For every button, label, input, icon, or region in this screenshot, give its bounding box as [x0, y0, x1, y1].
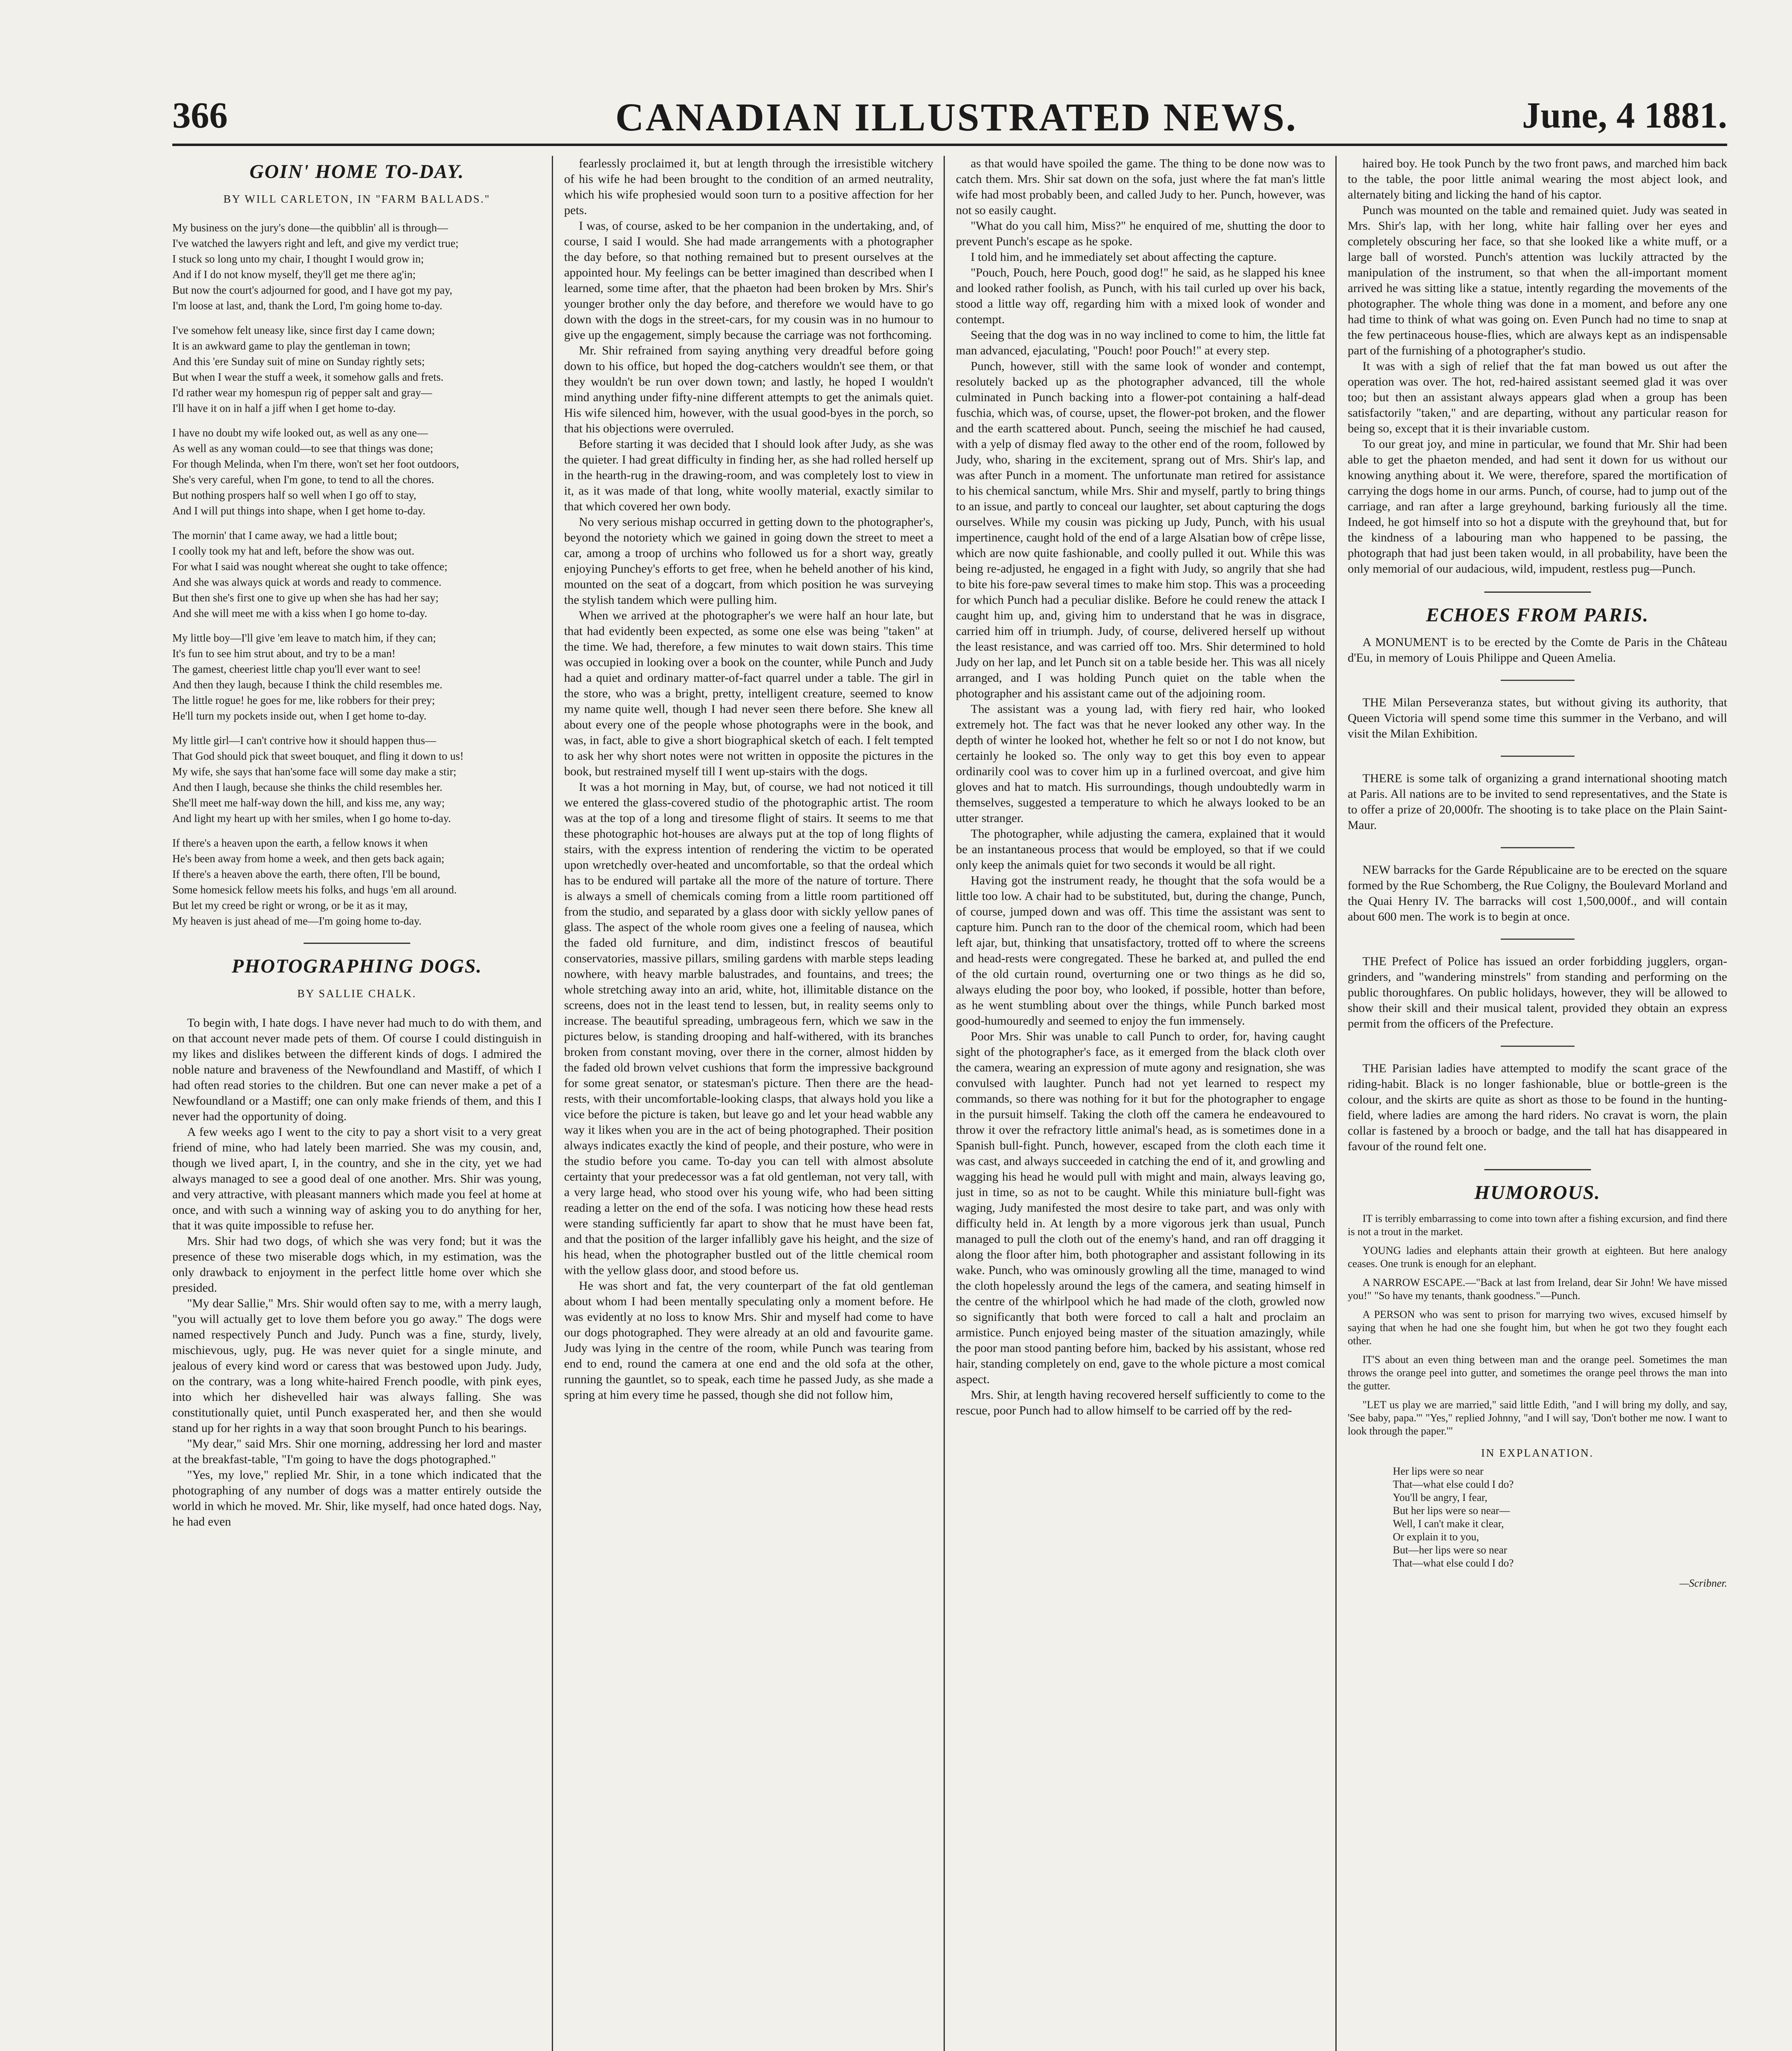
poem-line: She's very careful, when I'm gone, to tend to all the chores. — [172, 473, 434, 486]
poem-line: That—what else could I do? — [1393, 1557, 1514, 1569]
poem-line: As well as any woman could—to see that things was done; — [172, 442, 433, 455]
article-divider — [304, 943, 410, 944]
poem-line: My little boy—I'll give 'em leave to match him, if they can; — [172, 632, 436, 644]
dogs-article-body-part1 — [172, 1015, 542, 1530]
article-paragraph: Mr. Shir refrained from saying anything very dreadful before going down to his office, but hoped the dog-catchers wouldn't see them, or that they wouldn't be run over down town; and lastly, he hoped I wouldn't mind anything under fifty-nine different attempts to get the animals quiet. His wife silenced him, however, with the usual good-byes in the porch, so that his objections were overruled. — [564, 344, 933, 435]
article-paragraph: The photographer, while adjusting the camera, explained that it would be an instantaneous process that would be employed, so that if we could only keep the animals quiet for two seconds it would be all right. — [956, 827, 1325, 872]
poem-line: For though Melinda, when I'm there, won't set her foot outdoors, — [172, 458, 459, 470]
poem-title: GOIN' HOME TO-DAY. — [249, 161, 464, 183]
poem-line: And she will meet me with a kiss when I go home to-day. — [172, 607, 427, 619]
article-paragraph: haired boy. He took Punch by the two front paws, and marched him back to the table, the poor little animal wearing the most abject look, and alternately biting and licking the hand of his captor. — [1348, 157, 1727, 201]
explanation-poem — [1348, 1465, 1727, 1570]
article-paragraph: Seeing that the dog was in no way inclined to come to him, the little fat man advanced, ejaculating, "Pouch! poor Pouch!" at every step. — [956, 328, 1325, 357]
poem-line: But—her lips were so near — [1393, 1544, 1507, 1556]
item-divider — [1501, 939, 1575, 940]
poem-line: My little girl—I can't contrive how it should happen thus— — [172, 734, 437, 747]
article-paragraph: To begin with, I hate dogs. I have never had much to do with them, and on that account never made pets of them. Of course I could distinguish in my likes and dislikes between the different kinds of dogs. I admired the noble nature and braveness of the Newfoundland and Mastiff, of which I had often read stories to the children. But one can never make a pet of a Newfoundland or a Mastiff; one can only make friends of them, and this I never had the opportunity of doing. — [172, 1016, 542, 1123]
column-2 — [564, 156, 933, 2051]
article-paragraph: "Pouch, Pouch, here Pouch, good dog!" he said, as he slapped his knee and looked rather foolish, as Punch, with his tail curled up over his back, stood a little way off, regarding him with a mixed look of wonder and contempt. — [956, 266, 1325, 326]
journal-title: CANADIAN ILLUSTRATED NEWS. — [615, 95, 1298, 139]
poem-line: It's fun to see him strut about, and try to be a man! — [172, 647, 395, 660]
masthead — [172, 86, 1727, 148]
article-paragraph: "My dear," said Mrs. Shir one morning, addressing her lord and master at the breakfast-table, "I'm going to have the dogs photographed." — [172, 1437, 542, 1466]
humorous-credit: —Scribner. — [1679, 1577, 1727, 1589]
poem-line: I'm loose at last, and, thank the Lord, I'm going home to-day. — [172, 299, 443, 312]
item-divider — [1501, 847, 1575, 848]
poem-stanza — [172, 426, 542, 518]
poem-line: He'll turn my pockets inside out, when I get home to-day. — [172, 710, 427, 722]
dogs-article-byline: BY SALLIE CHALK. — [297, 987, 417, 1000]
poem-line: If there's a heaven above the earth, there often, I'll be bound, — [172, 868, 440, 880]
poem-line: But her lips were so near— — [1393, 1505, 1510, 1517]
poem-stanza — [172, 323, 542, 415]
dogs-article-body-part2 — [564, 156, 933, 1403]
poem-line: But let my creed be right or wrong, or be it as it may, — [172, 899, 408, 911]
poem-line: And then they laugh, because I think the child resembles me. — [172, 678, 443, 691]
item-divider — [1501, 680, 1575, 681]
column-3 — [956, 156, 1325, 2051]
poem-line: It is an awkward game to play the gentleman in town; — [172, 340, 411, 352]
poem-line: And I will put things into shape, when I get home to-day. — [172, 505, 425, 517]
article-paragraph: Punch, however, still with the same look of wonder and contempt, resolutely backed up as the photographer advanced, till the whole culminated in Punch backing into a flower-pot containing a half-dead fuschia, which was, of course, upset, the flower-pot broken, and the flower and the earth scattered about. Punch, seeing the mischief he had caused, with a yelp of dismay fled away to the other end of the room, followed by Judy, who, sharing in the excitement, sprang out of Mrs. Shir's lap, and was after Punch in a moment. The unfortunate man retired for assistance to his chemical sanctum, while Mrs. Shir and myself, partly to bring things to an issue, and partly to conceal our laughter, set about capturing the dogs ourselves. While my cousin was picking up Judy, Punch, with his usual impertinence, caught hold of the end of a large Alsatian bow of crêpe lisse, which are now quite fashionable, and coolly pulled it out. While this was being re-adjusted, he engaged in a fight with Judy, so angrily that she had to bite his fore-paw several times to make him stop. This was a proceeding for which Punch had a peculiar dislike. Before he could renew the attack I caught him up, and, giving him to understand that he was in disgrace, carried him off in triumph. Judy, of course, delivered herself up without the least resistance, and was carried off too. Mrs. Shir determined to hold Judy on her lap, and let Punch sit on a table beside her. This was all nicely arranged, and I was holding Punch quiet on the table when the photographer and his assistant came out of the adjoining room. — [956, 359, 1325, 700]
poem-line: And this 'ere Sunday suit of mine on Sunday rightly sets; — [172, 355, 425, 368]
poem-line: I've somehow felt uneasy like, since first day I came down; — [172, 324, 435, 336]
poem-line: I have no doubt my wife looked out, as well as any one— — [172, 427, 428, 439]
humorous-items — [1348, 1212, 1727, 1438]
column-rule — [552, 156, 553, 2051]
article-paragraph: "My dear Sallie," Mrs. Shir would often say to me, with a merry laugh, "you will actually get to love them before you go away." The dogs were named respectively Punch and Judy. Punch was a fine, sturdy, lively, mischievous, ugly, pug. He was never quiet for a single minute, and jealous of every kind word or caress that was bestowed upon Judy. Judy, on the contrary, was a long white-haired French poodle, with pink eyes, into which her dishevelled hair was always falling. She was constitutionally quiet, until Punch exasperated her, and then she would stand up for her rights in a way that soon brought Punch to his bearings. — [172, 1297, 542, 1435]
news-item: THE Parisian ladies have attempted to modify the scant grace of the riding-habit. Black is no longer fashionable, blue or bottle-green is the colour, and the skirts are quite as short as those to be found in the hunting-field, where ladies are among the hard riders. No cravat is worn, the plain collar is fastened by a brooch or badge, and the tall hat has disappeared in favour of the round felt one. — [1348, 1062, 1727, 1153]
poem-byline: BY WILL CARLETON, IN "FARM BALLADS." — [223, 193, 491, 205]
poem-line: And light my heart up with her smiles, when I go home to-day. — [172, 812, 451, 825]
poem-line: The gamest, cheeriest little chap you'll ever want to see! — [172, 663, 421, 675]
article-paragraph: He was short and fat, the very counterpart of the fat old gentleman about whom I had been mentally speculating only a moment before. He was evidently at no loss to know Mrs. Shir and myself had come to have our dogs photographed. They were already at an old and favourite game. Judy was lying in the centre of the room, while Punch was tearing from end to end, round the camera at one end and the old sofa at the other, running the gauntlet, so to speak, each time he passed Judy, as she made a spring at him every time he passed, though she did not follow him, — [564, 1279, 933, 1402]
article-paragraph: "What do you call him, Miss?" he enquired of me, shutting the door to prevent Punch's escape as he spoke. — [956, 219, 1325, 248]
masthead-rule — [172, 144, 1727, 146]
column-rule — [1335, 156, 1337, 2051]
poem-line: And if I do not know myself, they'll get me there ag'in; — [172, 268, 416, 281]
news-item: NEW barracks for the Garde Républicaine are to be erected on the square formed by the Rue Schomberg, the Rue Coligny, the Boulevard Morland and the Quai Henry IV. The barracks will cost 1,500,000f., and will contain about 600 men. The work is to begin at once. — [1348, 863, 1727, 923]
article-paragraph: Poor Mrs. Shir was unable to call Punch to order, for, having caught sight of the photographer's face, as it emerged from the black cloth over the camera, wearing an expression of mute agony and resignation, she was convulsed with laughter. Punch had not yet learned to respect my commands, so there was nothing for it but for the photographer to engage in the pursuit himself. Taking the cloth off the camera he endeavoured to throw it over the refractory little animal's head, as is sometimes done in a Spanish bull-fight. Punch, however, escaped from the cloth each time it was cast, and always succeeded in catching the end of it, and growling and wagging his head he would pull with might and main, always leaving go, just in time, so as not to be caught. While this miniature bull-fight was waging, Judy manifested the most desire to take part, and was only with difficulty held in. At length by a more vigorous jerk than usual, Punch managed to pull the cloth out of the enemy's hand, and ran off dragging it along the floor after him, both photographer and assistant following in its wake. Punch, who was ominously growling all the time, managed to wind the cloth hopelessly around the legs of the camera, and seating himself in the centre of the whirlpool which he had made of the cloth, growled now so significantly that both were forced to call a halt and proclaim an armistice. Punch enjoyed being master of the situation amazingly, while the poor man stood panting before him, backed by his assistant, whose red hair, standing completely on end, gave to the whole picture a most comical aspect. — [956, 1030, 1325, 1386]
article-paragraph: Mrs. Shir had two dogs, of which she was very fond; but it was the presence of these two miserable dogs which, in my estimation, was the only drawback to enjoyment in the perfect little home over which she presided. — [172, 1234, 542, 1295]
poem-line: Her lips were so near — [1393, 1465, 1483, 1477]
joke-item: A PERSON who was sent to prison for marrying two wives, excused himself by saying that when he had one she fought him, but when he got two they fought each other. — [1348, 1309, 1727, 1347]
poem-line: If there's a heaven upon the earth, a fellow knows it when — [172, 837, 428, 849]
article-paragraph: When we arrived at the photographer's we were half an hour late, but that had evidently been expected, as some one else was being "taken" at the time. We had, therefore, a few minutes to wait down stairs. This time was occupied in looking over a book on the counter, while Punch and Judy had a quiet and ordinary matter-of-fact quarrel under a table. The girl in the store, who was a bright, pretty, intelligent creature, seemed to know my name quite well, though I had never seen there before. She knew all about every one of the people whose photographs were in the book, and was, in fact, able to give a short biographical sketch of each. I felt tempted to ask her why short notes were not written in opposite the pictures in the book, but restrained myself till I went up-stairs with the dogs. — [564, 609, 933, 778]
article-paragraph: Before starting it was decided that I should look after Judy, as she was the quieter. I had great difficulty in finding her, as she had rolled herself up in the hearth-rug in the drawing-room, and was completely lost to view in it, as it was made of that long, white woolly material, exactly similar to that which covered her own body. — [564, 437, 933, 513]
dogs-article-body-part4 — [1348, 156, 1727, 577]
article-paragraph: Punch was mounted on the table and remained quiet. Judy was seated in Mrs. Shir's lap, with her long, white hair falling over her eyes and completely obscuring her face, so that she looked like a white muff, or a large ball of worsted. Punch's attention was luckily attracted by the manipulation of the instrument, so that when the all-important moment arrived he was sitting like a statue, intently regarding the movements of the photographer. The whole thing was done in a moment, and before any one had time to think of what was going on. Even Punch had no time to snap at the few pertinaceous house-flies, which are always kept as an indispensable part of the furnishing of a photographer's studio. — [1348, 203, 1727, 357]
article-paragraph: A few weeks ago I went to the city to pay a short visit to a very great friend of mine, who had lately been married. She was my cousin, and, though we lived apart, I, in the country, and she in the city, yet we had always managed to see a good deal of one another. Mrs. Shir was young, and very attractive, with pleasant manners which made you feel at home at once, and with such a winning way of asking you to do anything for her, that it was quite impossible to refuse her. — [172, 1125, 542, 1232]
item-divider — [1501, 756, 1575, 757]
issue-date: June, 4 1881. — [1522, 95, 1727, 136]
poem-line: I'd rather wear my homespun rig of pepper salt and gray— — [172, 386, 432, 399]
poem-line: But when I wear the stuff a week, it somehow galls and frets. — [172, 371, 443, 383]
dogs-article-title: PHOTOGRAPHING DOGS. — [231, 955, 482, 977]
poem-line: That—what else could I do? — [1393, 1478, 1514, 1490]
column-1 — [172, 156, 542, 2051]
joke-item: A NARROW ESCAPE.—"Back at last from Ireland, dear Sir John! We have missed you!" "So have my tenants, thank goodness."—Punch. — [1348, 1277, 1727, 1302]
article-divider — [1484, 1169, 1591, 1170]
article-paragraph: The assistant was a young lad, with fiery red hair, who looked extremely hot. The fact was that he never looked any other way. In the depth of winter he looked hot, whether he felt so or not I do not know, but certainly he looked so. The only way to get this boy even to appear ordinarily cool was to cover him up in a furlined overcoat, and give him gloves and hat to match. His surroundings, though undoubtedly warm in themselves, suggested a temperature to which he always looked to be an utter stranger. — [956, 702, 1325, 825]
article-paragraph: "Yes, my love," replied Mr. Shir, in a tone which indicated that the photographing of any number of dogs was a matter entirely outside the world in which he moved. Mr. Shir, like myself, had once hated dogs. Nay, he had even — [172, 1468, 542, 1528]
poem-line: But then she's first one to give up when she has had her say; — [172, 592, 439, 604]
poem-stanza — [172, 631, 542, 723]
echoes-title: ECHOES FROM PARIS. — [1426, 604, 1649, 626]
article-paragraph: fearlessly proclaimed it, but at length through the irresistible witchery of his wife he had been brought to the condition of an armed neutrality, which his wife prophesied would soon turn to a positive affection for her pets. — [564, 157, 933, 217]
poem-line: For what I said was nought whereat she ought to take offence; — [172, 560, 448, 573]
news-item: THE Milan Perseveranza states, but without giving its authority, that Queen Victoria will spend some time this summer in the Verbano, and will visit the Milan Exhibition. — [1348, 696, 1727, 740]
joke-item: IT'S about an even thing between man and the orange peel. Sometimes the man throws the orange peel into gutter, and sometimes the orange peel throws the man into the gutter. — [1348, 1354, 1727, 1392]
poem-line: That God should pick that sweet bouquet, and fling it down to us! — [172, 750, 464, 762]
item-divider — [1501, 1046, 1575, 1047]
column-4 — [1348, 156, 1727, 2051]
poem-line: I'll have it on in half a jiff when I get home to-day. — [172, 402, 396, 414]
column-rule — [944, 156, 945, 2051]
news-item: THE Prefect of Police has issued an order forbidding jugglers, organ-grinders, and "wandering minstrels" from standing and performing on the public thoroughfares. On public holidays, however, they will be allowed to show their skill and their musical talent, provided they obtain an express permit from the officers of the Prefecture. — [1348, 955, 1727, 1030]
article-paragraph: as that would have spoiled the game. The thing to be done now was to catch them. Mrs. Shir sat down on the sofa, just where the fat man's little wife had most probably been, and called Judy to her. Punch, however, was not so easily caught. — [956, 157, 1325, 217]
poem-line: The little rogue! he goes for me, like robbers for their prey; — [172, 694, 435, 706]
article-divider — [1484, 592, 1591, 593]
news-item: A MONUMENT is to be erected by the Comte de Paris in the Château d'Eu, in memory of Louis Philippe and Queen Amelia. — [1348, 635, 1727, 665]
poem-line: I coolly took my hat and left, before the show was out. — [172, 545, 415, 557]
poem-line: I stuck so long unto my chair, I thought I would grow in; — [172, 253, 424, 265]
poem-line: But now the court's adjourned for good, and I have got my pay, — [172, 284, 453, 296]
poem-line: I've watched the lawyers right and left, and give my verdict true; — [172, 237, 459, 249]
poem-line: You'll be angry, I fear, — [1393, 1491, 1488, 1503]
poem-stanza — [172, 528, 542, 620]
poem-line: And she was always quick at words and ready to commence. — [172, 576, 442, 588]
poem-line: And then I laugh, because she thinks the child resembles her. — [172, 781, 443, 793]
article-paragraph: To our great joy, and mine in particular, we found that Mr. Shir had been able to get the phaeton mended, and had sent it down for us without our knowing anything about it. We were, therefore, spared the mortification of carrying the dogs home in our arms. Punch, of course, had to jump out of the carriage, and ran after a large greyhound, barking furiously all the time. Indeed, he got himself into so hot a dispute with the greyhound that, but for the kindness of a labouring man who happened to be passing, the photograph that had just been taken would, in all probability, have been the only memorial of our audacious, wild, impudent, restless pug—Punch. — [1348, 437, 1727, 576]
article-paragraph: No very serious mishap occurred in getting down to the photographer's, beyond the notoriety which we gained in going down the street to meet a car, among a troop of urchins who followed us for a short way, greatly enjoying Punchey's efforts to get free, when he beheld another of his kind, mounted on the seat of a dogcart, from which position he was surveying the stylish tandem which were pulling him. — [564, 515, 933, 607]
poem-line: Well, I can't make it clear, — [1393, 1518, 1504, 1530]
echoes-items — [1348, 635, 1727, 1154]
explanation-poem-title: IN EXPLANATION. — [1481, 1447, 1594, 1459]
poem-line: Or explain it to you, — [1393, 1531, 1479, 1543]
humorous-title: HUMOROUS. — [1474, 1182, 1601, 1204]
poem-line: But nothing prospers half so well when I go off to stay, — [172, 489, 416, 501]
article-paragraph: I told him, and he immediately set about affecting the capture. — [971, 250, 1277, 264]
joke-item: "LET us play we are married," said little Edith, "and I will bring my dolly, and say, 'See baby, papa.'" "Yes," replied Johnny, "and I will say, 'Don't bother me now. I want to look through the paper.'" — [1348, 1399, 1727, 1437]
poem-stanza — [172, 836, 542, 928]
poem-line: Some homesick fellow meets his folks, and hugs 'em all around. — [172, 884, 457, 896]
article-paragraph: Having got the instrument ready, he thought that the sofa would be a little too low. A chair had to be substituted, but, during the change, Punch, of course, jumped down and was off. This time the assistant was sent to capture him. Punch ran to the door of the chemical room, which had been left ajar, but, thinking that unsatisfactory, trotted off to where the screens and head-rests were congregated. These he barked at, and pulled the end of the old curtain round, overturning one or two things as he did so, always eluding the poor boy, who looked, if possible, hotter than before, as he went stumbling about over the things, while Punch barked most good-humouredly and seemed to enjoy the fun immensely. — [956, 874, 1325, 1028]
article-paragraph: I was, of course, asked to be her companion in the undertaking, and, of course, I said I would. She had made arrangements with a photographer the day before, so that nothing remained but to present ourselves at the appointed hour. My feelings can be better imagined than described when I learned, some time after, that the phaeton had been broken by Mrs. Shir's younger brother only the day before, and therefore we would have to go down with the dogs in the street-cars, for my cousin was in no humour to give up the engagement, simply because the carriage was not forthcoming. — [564, 219, 933, 342]
poem-line: My wife, she says that han'some face will some day make a stir; — [172, 765, 457, 778]
poem-stanza — [172, 733, 542, 825]
poem-line: My business on the jury's done—the quibblin' all is through— — [172, 222, 448, 234]
page-number: 366 — [172, 95, 228, 136]
poem-stanza — [172, 221, 542, 313]
article-paragraph: Mrs. Shir, at length having recovered herself sufficiently to come to the rescue, poor Punch had to allow himself to be carried off by the red- — [956, 1388, 1325, 1417]
poem-line: She'll meet me half-way down the hill, and kiss me, any way; — [172, 797, 445, 809]
dogs-article-body-part3 — [956, 156, 1325, 1418]
poem-body — [172, 221, 542, 928]
article-paragraph: It was with a sigh of relief that the fat man bowed us out after the operation was over. The hot, red-haired assistant seemed glad it was over too; but then an assistant always appears glad when a group has been satisfactorily "taken," and are departing, without any particular reason for being so, except that it is their invariable custom. — [1348, 359, 1727, 435]
article-paragraph: It was a hot morning in May, but, of course, we had not noticed it till we entered the glass-covered studio of the photographic artist. The room was at the top of a long and tiresome flight of stairs. It seems to me that these photographic hot-houses are always put at the top of long flights of stairs, with the express intention of rendering the victim to be operated upon wretchedly over-heated and uncomfortable, so that the ordeal which has to be endured will partake all the more of the nature of torture. There is always a smell of chemicals coming from a little room partitioned off from the studio, and separated by a glass door with sickly yellow panes of glass. The aspect of the whole room gives one a feeling of nausea, which the faded old furniture, and dim, indistinct frescos of beautiful conservatories, massive pillars, smiling gardens with marble steps leading nowhere, with heavy marble balustrades, and fountains, and trees; the whole stretching away into an arid, white, hot, illimitable distance on the screens, does not in the least tend to lessen, but, in reality seems only to increase. The beautiful spreading, umbrageous fern, which we saw in the pictures below, is standing drooping and half-withered, with its branches broken from constant moving, over there in the corner, almost hidden by the faded old brown velvet cushions that form the impressive background for some great senator, or statesman's picture. Then there are the head-rests, with their uncomfortable-looking clasps, that always hold you like a vice before the picture is taken, but leave go and let your head wabble any way it likes when you are in the act of being photographed. Their position always indicates exactly the kind of people, and their posture, who were in the studio before you came. To-day you can tell with almost absolute certainty that your predecessor was a fat old gentleman, not very tall, with a very large head, who stood over his young wife, who had been sitting reading a letter on the end of the sofa. I was noticing how these head rests were standing sufficiently far apart to show that he must have been fat, and that the position of the larger infallibly gave his height, and the size of his head, when the photographer bustled out of the little chemical room with the yellow glass door, and stood before us. — [564, 780, 933, 1277]
joke-item: YOUNG ladies and elephants attain their growth at eighteen. But here analogy ceases. One trunk is enough for an elephant. — [1348, 1245, 1727, 1270]
poem-line: My heaven is just ahead of me—I'm going home to-day. — [172, 915, 422, 927]
poem-line: He's been away from home a week, and then gets back again; — [172, 852, 445, 865]
joke-item: IT is terribly embarrassing to come into town after a fishing excursion, and find there is not a trout in the market. — [1348, 1213, 1727, 1238]
poem-line: The mornin' that I came away, we had a little bout; — [172, 529, 398, 541]
news-item: THERE is some talk of organizing a grand international shooting match at Paris. All nations are to be invited to send representatives, and the State is to offer a prize of 20,000fr. The shooting is to take place on the Plain Saint-Maur. — [1348, 772, 1727, 832]
